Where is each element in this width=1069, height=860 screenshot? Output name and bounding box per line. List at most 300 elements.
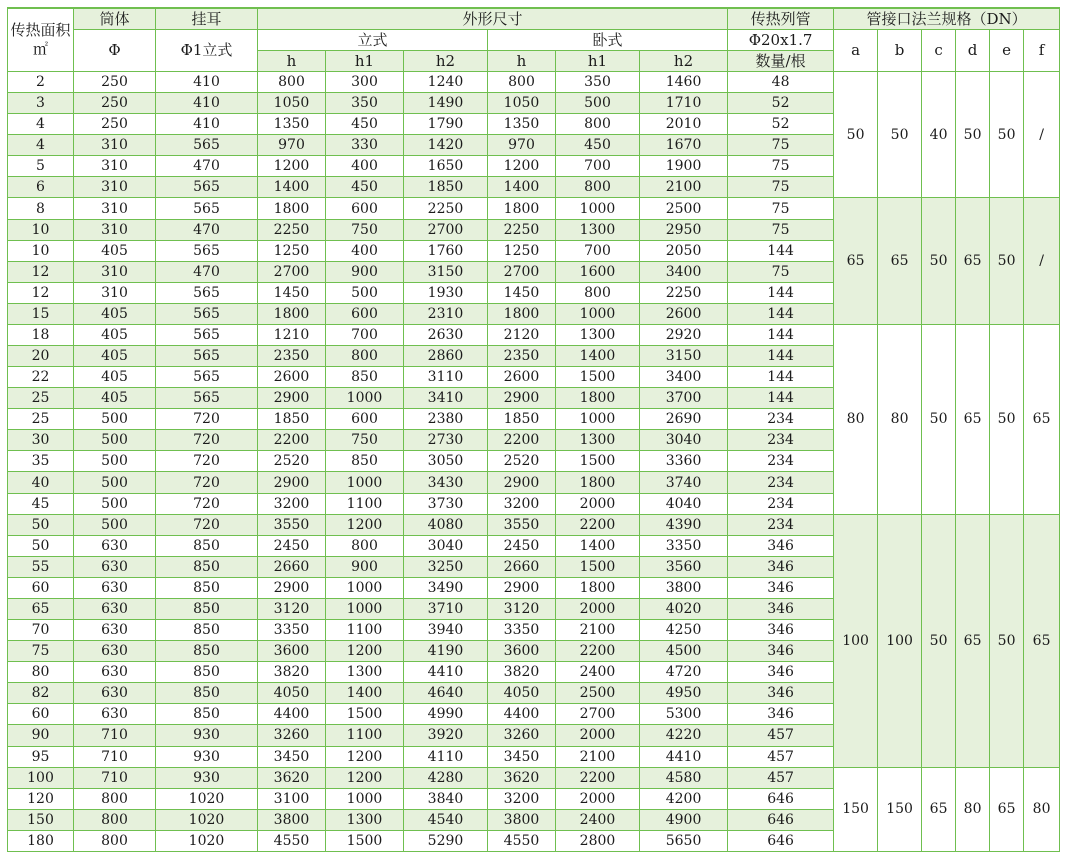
cell-body-phi: 405 [74, 324, 156, 345]
cell-h-h2: 4950 [640, 683, 728, 704]
cell-ear-phi: 410 [156, 72, 258, 93]
cell-h-h1: 2800 [556, 830, 640, 851]
cell-tube-count: 144 [728, 367, 834, 388]
cell-h-h2: 1460 [640, 72, 728, 93]
cell-ear-phi: 720 [156, 451, 258, 472]
cell-h-h: 1250 [488, 240, 556, 261]
flange-b-cell: 150 [878, 767, 922, 851]
flange-d-cell: 80 [956, 767, 990, 851]
cell-body-phi: 405 [74, 367, 156, 388]
cell-h-h1: 2200 [556, 514, 640, 535]
cell-h-h: 1350 [488, 114, 556, 135]
cell-body-phi: 630 [74, 662, 156, 683]
cell-h-h1: 800 [556, 282, 640, 303]
cell-h-h1: 700 [556, 156, 640, 177]
cell-h-h1: 1300 [556, 430, 640, 451]
cell-h-h2: 4580 [640, 767, 728, 788]
cell-area: 70 [8, 620, 74, 641]
cell-h-h2: 3350 [640, 535, 728, 556]
cell-body-phi: 500 [74, 472, 156, 493]
cell-v-h: 2200 [258, 430, 326, 451]
cell-body-phi: 800 [74, 830, 156, 851]
cell-h-h2: 4720 [640, 662, 728, 683]
cell-tube-count: 646 [728, 809, 834, 830]
cell-ear-phi: 720 [156, 409, 258, 430]
cell-ear-phi: 470 [156, 219, 258, 240]
cell-tube-count: 144 [728, 388, 834, 409]
cell-v-h1: 1000 [326, 788, 404, 809]
cell-h-h1: 2100 [556, 746, 640, 767]
cell-ear-phi: 850 [156, 683, 258, 704]
cell-ear-phi: 410 [156, 114, 258, 135]
cell-v-h1: 1200 [326, 514, 404, 535]
cell-h-h: 3800 [488, 809, 556, 830]
cell-h-h2: 1670 [640, 135, 728, 156]
cell-h-h: 3600 [488, 641, 556, 662]
flange-f-cell: 65 [1024, 324, 1060, 514]
cell-h-h: 2600 [488, 367, 556, 388]
cell-v-h1: 330 [326, 135, 404, 156]
cell-v-h1: 1000 [326, 598, 404, 619]
cell-body-phi: 310 [74, 135, 156, 156]
header-ear-sub: Φ1立式 [156, 30, 258, 72]
table-row [8, 767, 1060, 788]
cell-h-h2: 3800 [640, 577, 728, 598]
cell-body-phi: 405 [74, 388, 156, 409]
flange-d-cell: 50 [956, 72, 990, 198]
cell-ear-phi: 565 [156, 346, 258, 367]
cell-tube-count: 75 [728, 156, 834, 177]
header-horizontal: 卧式 [488, 30, 728, 51]
cell-h-h1: 2700 [556, 704, 640, 725]
header-tube-spec: Φ20x1.7 [728, 30, 834, 51]
table-row [8, 198, 1060, 219]
flange-a-cell: 100 [834, 514, 878, 767]
cell-v-h2: 3430 [404, 472, 488, 493]
cell-v-h: 4400 [258, 704, 326, 725]
flange-c-cell: 65 [922, 767, 956, 851]
cell-ear-phi: 850 [156, 577, 258, 598]
header-v-h: h [258, 51, 326, 72]
cell-h-h1: 1000 [556, 198, 640, 219]
header-flange-f: f [1024, 30, 1060, 72]
cell-v-h1: 400 [326, 240, 404, 261]
cell-tube-count: 234 [728, 514, 834, 535]
cell-area: 4 [8, 135, 74, 156]
cell-h-h: 3450 [488, 746, 556, 767]
cell-h-h2: 2250 [640, 282, 728, 303]
flange-c-cell: 50 [922, 198, 956, 324]
flange-f-cell: 80 [1024, 767, 1060, 851]
cell-h-h1: 2100 [556, 620, 640, 641]
cell-v-h1: 1000 [326, 577, 404, 598]
cell-h-h1: 700 [556, 240, 640, 261]
cell-body-phi: 310 [74, 198, 156, 219]
cell-v-h2: 3940 [404, 620, 488, 641]
cell-h-h: 3260 [488, 725, 556, 746]
cell-h-h1: 800 [556, 177, 640, 198]
cell-body-phi: 500 [74, 430, 156, 451]
cell-v-h1: 1100 [326, 493, 404, 514]
cell-area: 2 [8, 72, 74, 93]
cell-ear-phi: 565 [156, 388, 258, 409]
cell-body-phi: 630 [74, 535, 156, 556]
cell-h-h1: 1300 [556, 324, 640, 345]
cell-ear-phi: 720 [156, 514, 258, 535]
cell-h-h2: 3740 [640, 472, 728, 493]
cell-area: 95 [8, 746, 74, 767]
cell-area: 90 [8, 725, 74, 746]
cell-ear-phi: 930 [156, 767, 258, 788]
cell-v-h1: 450 [326, 114, 404, 135]
cell-v-h1: 300 [326, 72, 404, 93]
cell-v-h1: 900 [326, 556, 404, 577]
cell-h-h: 1400 [488, 177, 556, 198]
cell-h-h: 1800 [488, 303, 556, 324]
cell-h-h2: 3360 [640, 451, 728, 472]
cell-area: 60 [8, 577, 74, 598]
cell-tube-count: 234 [728, 493, 834, 514]
header-phi: Φ [74, 30, 156, 72]
cell-h-h: 1800 [488, 198, 556, 219]
flange-e-cell: 65 [990, 767, 1024, 851]
cell-v-h1: 450 [326, 177, 404, 198]
cell-tube-count: 144 [728, 346, 834, 367]
flange-c-cell: 50 [922, 514, 956, 767]
cell-area: 80 [8, 662, 74, 683]
flange-d-cell: 65 [956, 324, 990, 514]
cell-ear-phi: 930 [156, 725, 258, 746]
cell-v-h: 1050 [258, 93, 326, 114]
cell-v-h2: 5290 [404, 830, 488, 851]
cell-h-h: 2900 [488, 388, 556, 409]
cell-v-h2: 2700 [404, 219, 488, 240]
cell-tube-count: 144 [728, 303, 834, 324]
cell-v-h2: 4190 [404, 641, 488, 662]
cell-v-h: 1450 [258, 282, 326, 303]
cell-ear-phi: 470 [156, 156, 258, 177]
cell-body-phi: 500 [74, 409, 156, 430]
cell-h-h2: 3560 [640, 556, 728, 577]
cell-v-h2: 4640 [404, 683, 488, 704]
cell-tube-count: 234 [728, 430, 834, 451]
cell-v-h: 2600 [258, 367, 326, 388]
cell-tube-count: 75 [728, 135, 834, 156]
cell-v-h: 2900 [258, 472, 326, 493]
cell-body-phi: 405 [74, 303, 156, 324]
header-dims: 外形尺寸 [258, 8, 728, 30]
flange-d-cell: 65 [956, 198, 990, 324]
cell-v-h1: 800 [326, 535, 404, 556]
cell-tube-count: 52 [728, 93, 834, 114]
flange-a-cell: 65 [834, 198, 878, 324]
cell-h-h2: 4390 [640, 514, 728, 535]
cell-h-h: 4050 [488, 683, 556, 704]
cell-v-h: 2450 [258, 535, 326, 556]
cell-area: 15 [8, 303, 74, 324]
header-flange-e: e [990, 30, 1024, 72]
cell-h-h1: 800 [556, 114, 640, 135]
cell-tube-count: 346 [728, 577, 834, 598]
cell-v-h1: 1000 [326, 472, 404, 493]
cell-body-phi: 800 [74, 809, 156, 830]
cell-area: 35 [8, 451, 74, 472]
cell-v-h: 1800 [258, 198, 326, 219]
cell-area: 25 [8, 388, 74, 409]
cell-v-h2: 1760 [404, 240, 488, 261]
cell-h-h2: 2010 [640, 114, 728, 135]
cell-v-h: 970 [258, 135, 326, 156]
cell-v-h1: 1500 [326, 830, 404, 851]
cell-v-h2: 1850 [404, 177, 488, 198]
cell-tube-count: 75 [728, 177, 834, 198]
flange-b-cell: 65 [878, 198, 922, 324]
cell-area: 22 [8, 367, 74, 388]
cell-h-h2: 3700 [640, 388, 728, 409]
cell-v-h: 2350 [258, 346, 326, 367]
cell-tube-count: 646 [728, 788, 834, 809]
flange-d-cell: 65 [956, 514, 990, 767]
cell-v-h1: 1100 [326, 620, 404, 641]
header-tube-count: 数量/根 [728, 51, 834, 72]
cell-tube-count: 346 [728, 662, 834, 683]
flange-b-cell: 80 [878, 324, 922, 514]
cell-h-h1: 450 [556, 135, 640, 156]
flange-f-cell: 65 [1024, 514, 1060, 767]
cell-ear-phi: 720 [156, 493, 258, 514]
cell-ear-phi: 565 [156, 303, 258, 324]
cell-v-h2: 4080 [404, 514, 488, 535]
cell-h-h2: 2920 [640, 324, 728, 345]
cell-h-h: 2450 [488, 535, 556, 556]
cell-h-h2: 4220 [640, 725, 728, 746]
cell-area: 120 [8, 788, 74, 809]
header-body: 筒体 [74, 8, 156, 30]
cell-h-h2: 3400 [640, 261, 728, 282]
header-row-2 [8, 30, 1060, 51]
cell-h-h: 2660 [488, 556, 556, 577]
cell-h-h1: 1400 [556, 535, 640, 556]
cell-h-h1: 1800 [556, 388, 640, 409]
cell-tube-count: 234 [728, 409, 834, 430]
cell-tube-count: 457 [728, 746, 834, 767]
cell-ear-phi: 850 [156, 556, 258, 577]
header-flange-d: d [956, 30, 990, 72]
cell-h-h2: 1900 [640, 156, 728, 177]
cell-v-h: 4050 [258, 683, 326, 704]
cell-ear-phi: 565 [156, 324, 258, 345]
flange-c-cell: 40 [922, 72, 956, 198]
cell-v-h: 3800 [258, 809, 326, 830]
cell-v-h2: 1650 [404, 156, 488, 177]
cell-h-h1: 1500 [556, 367, 640, 388]
cell-v-h2: 3040 [404, 535, 488, 556]
cell-v-h: 3450 [258, 746, 326, 767]
header-tubes: 传热列管 [728, 8, 834, 30]
cell-area: 20 [8, 346, 74, 367]
cell-body-phi: 630 [74, 620, 156, 641]
cell-h-h1: 2200 [556, 767, 640, 788]
cell-h-h2: 3400 [640, 367, 728, 388]
cell-v-h1: 850 [326, 367, 404, 388]
cell-v-h2: 4990 [404, 704, 488, 725]
cell-area: 50 [8, 514, 74, 535]
cell-v-h: 2660 [258, 556, 326, 577]
cell-body-phi: 630 [74, 598, 156, 619]
cell-v-h: 3550 [258, 514, 326, 535]
flange-e-cell: 50 [990, 198, 1024, 324]
cell-ear-phi: 850 [156, 704, 258, 725]
flange-c-cell: 50 [922, 324, 956, 514]
cell-tube-count: 457 [728, 725, 834, 746]
header-v-h1: h1 [326, 51, 404, 72]
cell-area: 30 [8, 430, 74, 451]
flange-b-cell: 50 [878, 72, 922, 198]
cell-v-h1: 1300 [326, 662, 404, 683]
cell-h-h2: 4020 [640, 598, 728, 619]
cell-tube-count: 234 [728, 472, 834, 493]
cell-h-h2: 5300 [640, 704, 728, 725]
cell-ear-phi: 850 [156, 662, 258, 683]
cell-h-h: 2900 [488, 472, 556, 493]
cell-area: 60 [8, 704, 74, 725]
cell-tube-count: 234 [728, 451, 834, 472]
header-v-h2: h2 [404, 51, 488, 72]
cell-body-phi: 630 [74, 556, 156, 577]
table-row [8, 324, 1060, 345]
cell-v-h: 3350 [258, 620, 326, 641]
cell-area: 8 [8, 198, 74, 219]
cell-v-h1: 1300 [326, 809, 404, 830]
cell-h-h1: 350 [556, 72, 640, 93]
cell-v-h: 2700 [258, 261, 326, 282]
cell-h-h: 2200 [488, 430, 556, 451]
cell-ear-phi: 470 [156, 261, 258, 282]
cell-v-h2: 3710 [404, 598, 488, 619]
cell-h-h: 3820 [488, 662, 556, 683]
cell-v-h1: 900 [326, 261, 404, 282]
header-row-1 [8, 8, 1060, 30]
cell-tube-count: 346 [728, 641, 834, 662]
cell-tube-count: 346 [728, 556, 834, 577]
cell-tube-count: 48 [728, 72, 834, 93]
cell-v-h: 3820 [258, 662, 326, 683]
cell-v-h2: 3110 [404, 367, 488, 388]
cell-v-h1: 800 [326, 346, 404, 367]
cell-ear-phi: 565 [156, 367, 258, 388]
cell-h-h2: 5650 [640, 830, 728, 851]
cell-area: 50 [8, 535, 74, 556]
cell-h-h: 2520 [488, 451, 556, 472]
cell-body-phi: 500 [74, 493, 156, 514]
cell-v-h2: 2860 [404, 346, 488, 367]
cell-h-h2: 4040 [640, 493, 728, 514]
cell-h-h2: 4410 [640, 746, 728, 767]
cell-v-h2: 3920 [404, 725, 488, 746]
cell-body-phi: 630 [74, 577, 156, 598]
cell-area: 3 [8, 93, 74, 114]
cell-ear-phi: 720 [156, 430, 258, 451]
cell-v-h2: 1930 [404, 282, 488, 303]
cell-h-h1: 2000 [556, 788, 640, 809]
cell-area: 10 [8, 240, 74, 261]
cell-body-phi: 310 [74, 282, 156, 303]
cell-v-h1: 700 [326, 324, 404, 345]
cell-v-h1: 750 [326, 219, 404, 240]
cell-v-h: 1800 [258, 303, 326, 324]
cell-tube-count: 646 [728, 830, 834, 851]
cell-area: 10 [8, 219, 74, 240]
cell-h-h: 3350 [488, 620, 556, 641]
cell-h-h2: 4200 [640, 788, 728, 809]
cell-v-h2: 3050 [404, 451, 488, 472]
cell-v-h2: 1240 [404, 72, 488, 93]
flange-a-cell: 80 [834, 324, 878, 514]
cell-area: 5 [8, 156, 74, 177]
cell-h-h: 2250 [488, 219, 556, 240]
cell-body-phi: 405 [74, 240, 156, 261]
cell-v-h: 3260 [258, 725, 326, 746]
cell-tube-count: 144 [728, 240, 834, 261]
cell-h-h1: 2200 [556, 641, 640, 662]
cell-h-h2: 2690 [640, 409, 728, 430]
cell-ear-phi: 1020 [156, 788, 258, 809]
cell-ear-phi: 1020 [156, 830, 258, 851]
cell-body-phi: 310 [74, 156, 156, 177]
cell-body-phi: 500 [74, 451, 156, 472]
cell-area: 4 [8, 114, 74, 135]
cell-v-h2: 3490 [404, 577, 488, 598]
cell-area: 40 [8, 472, 74, 493]
cell-v-h: 2250 [258, 219, 326, 240]
cell-area: 12 [8, 261, 74, 282]
cell-ear-phi: 930 [156, 746, 258, 767]
cell-v-h2: 4540 [404, 809, 488, 830]
cell-h-h1: 1800 [556, 472, 640, 493]
header-flange-b: b [878, 30, 922, 72]
cell-body-phi: 250 [74, 72, 156, 93]
cell-h-h1: 2000 [556, 725, 640, 746]
cell-tube-count: 75 [728, 219, 834, 240]
cell-v-h: 2520 [258, 451, 326, 472]
cell-v-h1: 1100 [326, 725, 404, 746]
cell-v-h: 2900 [258, 577, 326, 598]
cell-h-h1: 1000 [556, 303, 640, 324]
cell-v-h2: 2730 [404, 430, 488, 451]
cell-h-h: 4400 [488, 704, 556, 725]
cell-h-h2: 3040 [640, 430, 728, 451]
cell-h-h: 1850 [488, 409, 556, 430]
cell-area: 45 [8, 493, 74, 514]
cell-tube-count: 144 [728, 282, 834, 303]
cell-v-h: 1210 [258, 324, 326, 345]
cell-v-h2: 3250 [404, 556, 488, 577]
cell-body-phi: 405 [74, 346, 156, 367]
cell-h-h2: 4900 [640, 809, 728, 830]
header-ear: 挂耳 [156, 8, 258, 30]
cell-v-h1: 350 [326, 93, 404, 114]
cell-ear-phi: 720 [156, 472, 258, 493]
flange-e-cell: 50 [990, 514, 1024, 767]
cell-v-h1: 1200 [326, 641, 404, 662]
cell-ear-phi: 565 [156, 282, 258, 303]
cell-h-h1: 2000 [556, 598, 640, 619]
cell-v-h: 4550 [258, 830, 326, 851]
cell-tube-count: 346 [728, 535, 834, 556]
cell-v-h2: 1790 [404, 114, 488, 135]
cell-tube-count: 346 [728, 620, 834, 641]
cell-v-h2: 2250 [404, 198, 488, 219]
